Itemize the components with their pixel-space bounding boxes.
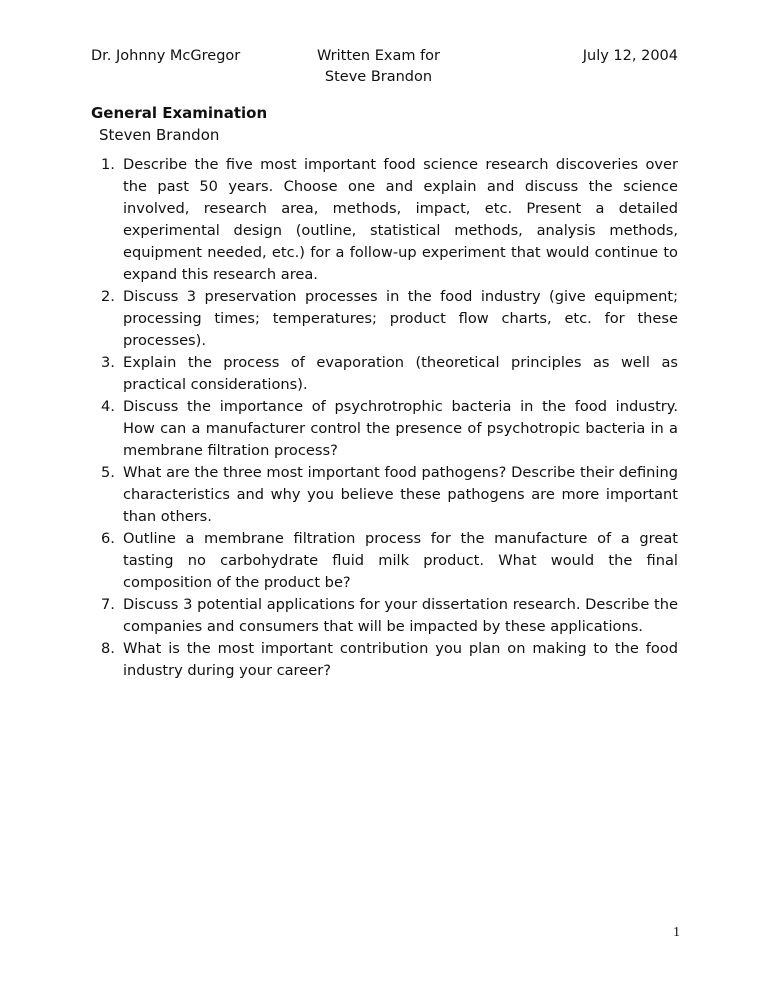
header-author: Dr. Johnny McGregor <box>91 48 241 64</box>
question-text: What is the most important contribution you plan on making to the food industry during your career? <box>123 640 678 679</box>
header-exam-title <box>291 46 466 88</box>
question-item <box>91 528 678 594</box>
question-number: 3. <box>101 354 115 371</box>
question-item <box>91 286 678 352</box>
question-item <box>91 638 678 682</box>
header-exam-title-line2: Steve Brandon <box>324 69 433 85</box>
page-header <box>91 46 678 90</box>
header-date: July 12, 2004 <box>582 48 678 64</box>
question-number: 7. <box>101 596 115 613</box>
question-text: Discuss 3 preservation processes in the food industry (give equipment; processing times; temperatures; product flow charts, etc. for these processes). <box>123 288 678 349</box>
question-item <box>91 352 678 396</box>
question-number: 4. <box>101 398 115 415</box>
question-item <box>91 462 678 528</box>
question-text: Describe the five most important food science research discoveries over the past 50 years. Choose one and explain and discuss the science involved, research area, methods, impact, etc. Present a detailed experimental design (outline, statistical methods, analysis methods, equipment needed, etc.) for a follow-up experiment that would continue to expand this research area. <box>123 156 678 283</box>
document-title: General Examination <box>91 104 268 122</box>
question-item <box>91 396 678 462</box>
student-name: Steven Brandon <box>99 126 220 144</box>
question-text: Discuss 3 potential applications for your dissertation research. Describe the companies and consumers that will be impacted by these applications. <box>123 596 678 635</box>
question-item <box>91 154 678 286</box>
header-exam-title-line1: Written Exam for <box>316 48 441 64</box>
question-list <box>91 154 678 682</box>
question-number: 1. <box>101 156 115 173</box>
question-text: Explain the process of evaporation (theoretical principles as well as practical considerations). <box>123 354 678 393</box>
question-number: 6. <box>101 530 115 547</box>
question-text: Outline a membrane filtration process for the manufacture of a great tasting no carbohydrate fluid milk product. What would the final composition of the product be? <box>123 530 678 591</box>
question-number: 5. <box>101 464 115 481</box>
question-number: 8. <box>101 640 115 657</box>
question-item <box>91 594 678 638</box>
question-text: Discuss the importance of psychrotrophic bacteria in the food industry. How can a manufacturer control the presence of psychotropic bacteria in a membrane filtration process? <box>123 398 678 459</box>
question-text: What are the three most important food pathogens? Describe their defining characteristics and why you believe these pathogens are more important than others. <box>123 464 678 525</box>
question-number: 2. <box>101 288 115 305</box>
page-number: 1 <box>673 925 680 940</box>
